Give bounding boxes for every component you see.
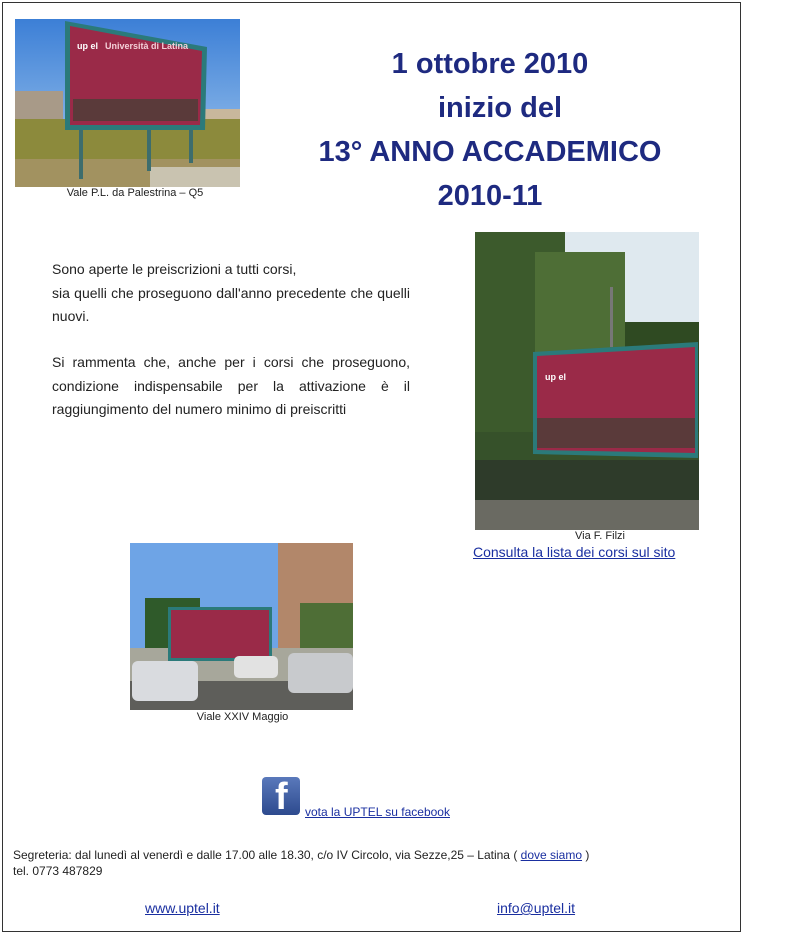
facebook-icon-letter: f <box>275 776 288 818</box>
billboard-heading: Università di Latina <box>105 41 189 51</box>
photo-caption: Viale XXIV Maggio <box>196 711 289 723</box>
intro-paragraph-2: Si rammenta che, anche per i corsi che proseguono, condizione indispensabile per la attivazione è il raggiungimento del numero minimo di preiscritti <box>52 354 410 417</box>
photo-caption: Vale P.L. da Palestrina – Q5 <box>66 187 204 199</box>
email-link[interactable]: info@uptel.it <box>497 900 576 916</box>
title-academic-year: 13° ANNO ACCADEMICO <box>318 136 662 168</box>
billboard-photo-xxiv-maggio <box>130 543 353 710</box>
phone: tel. 0773 487829 <box>13 864 103 878</box>
website-link[interactable]: www.uptel.it <box>145 900 220 916</box>
intro-line: Sono aperte le preiscrizioni a tutti corsi, <box>52 261 297 277</box>
facebook-link[interactable]: vota la UPTEL su facebook <box>305 805 450 819</box>
title-date: 1 ottobre 2010 <box>391 48 589 80</box>
billboard-photo-palestrina <box>15 19 240 187</box>
office-info <box>13 848 589 862</box>
intro-paragraph-1 <box>52 258 410 329</box>
billboard-photo-filzi <box>475 232 699 530</box>
facebook-icon[interactable] <box>262 776 300 818</box>
title-years: 2010-11 <box>437 180 543 212</box>
where-link[interactable]: dove siamo <box>520 848 583 862</box>
office-close: ) <box>585 848 590 862</box>
svg-text:up el: up el <box>545 372 567 382</box>
photo-caption: Via F. Filzi <box>575 530 625 542</box>
office-hours: Segreteria: dal lunedì al venerdì e dalle 17.00 alle 18.30, c/o IV Circolo, via Sezze,25 – Latina ( <box>13 848 518 862</box>
courses-list-link[interactable]: Consulta la lista dei corsi sul sito <box>473 544 676 560</box>
page-title <box>270 42 710 218</box>
billboard-logo: up el <box>77 41 99 51</box>
intro-text: sia quelli che proseguono dall'anno precedente che quelli nuovi. <box>52 284 410 324</box>
title-start: inizio del <box>437 92 563 124</box>
